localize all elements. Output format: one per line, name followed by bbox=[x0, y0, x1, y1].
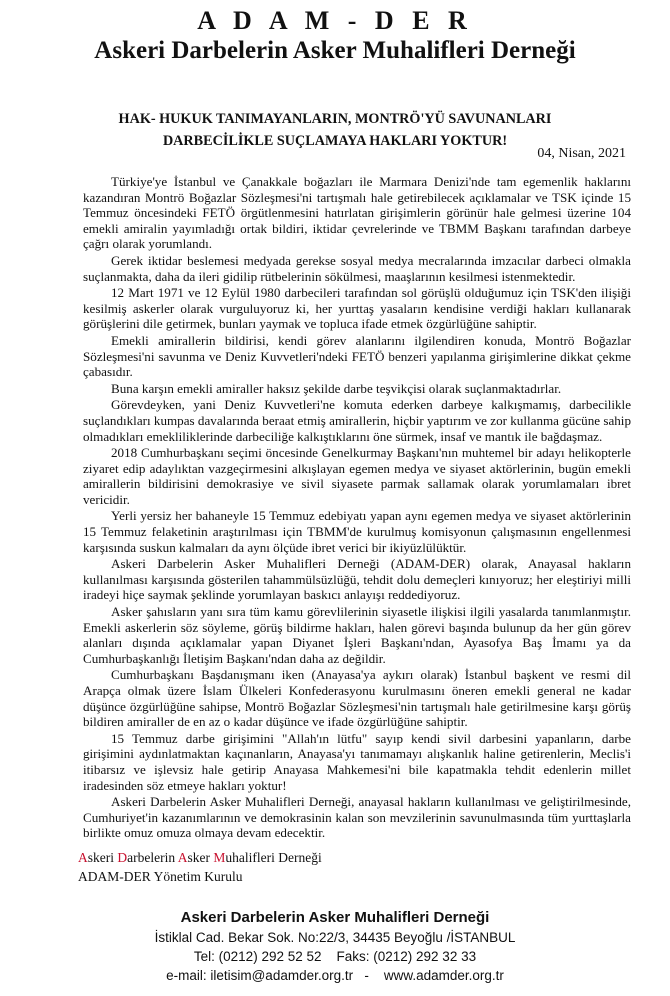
footer-contact: e-mail: iletisim@adamder.org.tr - www.adamder.org.tr bbox=[166, 968, 504, 983]
document-body bbox=[83, 174, 631, 842]
document-date: 04, Nisan, 2021 bbox=[537, 146, 626, 161]
signature-org-name bbox=[78, 848, 322, 867]
footer-org-name: Askeri Darbelerin Asker Muhalifleri Derneği bbox=[180, 909, 490, 926]
org-name: Askeri Darbelerin Asker Muhalifleri Derneği bbox=[94, 37, 576, 64]
headline-line-2: DARBECİLİKLE SUÇLAMAYA HAKLARI YOKTUR! bbox=[162, 133, 508, 149]
paragraph: Askeri Darbelerin Asker Muhalifleri Derneği, anayasal hakların kullanılması ve geliştirilmesinde, Cumhuriyet'in kazanımlarının ve demokrasinin kalan son mevzilerinin savunulmasında tüm yurttaşlarla birlikte omuz omuza olmaya devam edecektir. bbox=[83, 794, 631, 841]
footer bbox=[80, 907, 590, 985]
paragraph: Askeri Darbelerin Asker Muhalifleri Derneği (ADAM-DER) olarak, Anayasal hakların kullanılması karşısında gösterilen tahammülsüzlüğü, tehdit dolu demeçleri kınıyoruz; her eleştiriyi milli iradeyi hiçe saymak şeklinde yorumlayan baskıcı anlayışı reddediyoruz. bbox=[83, 556, 631, 603]
signature-org-part: A bbox=[78, 850, 88, 865]
org-acronym: A D A M - D E R bbox=[197, 6, 473, 35]
paragraph: 12 Mart 1971 ve 12 Eylül 1980 darbecileri tarafından sol görüşlü olduğumuz için TSK'den ilişiği kesilmiş askerler olarak vurguluyoruz ki, her yurttaş yasaların kendisine verdiği hakları kullanarak görüşlerini dile getirmek, bunları yaymak ve topluca ifade etmek özgürlüğüne sahiptir. bbox=[83, 285, 631, 332]
paragraph: 2018 Cumhurbaşkanı seçimi öncesinde Genelkurmay Başkanı'nın muhtemel bir adayı helikopterle ziyaret edip adaylıktan vazgeçirmesini alkışlayan egemen medya ve siyaset aktörlerinin, bugün emekli amirallerin bildirisini demokrasiye ve sivil siyasete parmak sallamak olarak yorumlamaları ibret vericidir. bbox=[83, 445, 631, 507]
signature-board: ADAM-DER Yönetim Kurulu bbox=[78, 869, 243, 884]
footer-address: İstiklal Cad. Bekar Sok. No:22/3, 34435 Beyoğlu /İSTANBUL bbox=[154, 930, 516, 945]
paragraph: Türkiye'ye İstanbul ve Çanakkale boğazları ile Marmara Denizi'nde tam egemenlik haklarını kazandıran Montrö Boğazlar Sözleşmesi'ni tartışmalı hale getirebilecek açıklamalar ve TSK içinde 15 Temmuz öncesindeki FETÖ örgütlenmesini hatırlatan girişimlerin görünür hale gelmesi üzerine 104 emekli amiralin yayımladığı ortak bildiri, iktidar çevrelerinde ve TBMM Başkanı tarafından darbeye çağrı olarak yorumlandı. bbox=[83, 174, 631, 252]
paragraph: Emekli amirallerin bildirisi, kendi görev alanlarını ilgilendiren konuda, Montrö Boğazlar Sözleşmesi'ni savunma ve Deniz Kuvvetleri'ndeki FETÖ benzeri yapılanma girişimlerine dikkat çekme çabasıdır. bbox=[83, 332, 631, 380]
signature-org-part: sker bbox=[187, 850, 214, 865]
signature-org-part: M bbox=[213, 850, 226, 865]
signature-block bbox=[78, 848, 322, 886]
signature-org-part: uhalifleri Derneği bbox=[225, 850, 322, 865]
signature-org-part: D bbox=[117, 850, 128, 865]
signature-org-part: A bbox=[177, 850, 188, 865]
paragraph: Cumhurbaşkanı Başdanışmanı iken (Anayasa'ya aykırı olarak) İstanbul başkent ve resmi dil Arapça olmak üzere İslam Ülkeleri Konfederasyonu kurulmasını öneren emekli general ne kadar düşünce özgürlüğüne sahipse, Montrö Boğazlar Sözleşmesi'nin tartışmalı hale getirilmesine karşı görüş bildiren amiraller de en az o kadar düşünce ve ifade özgürlüğüne sahiptir. bbox=[83, 667, 631, 730]
paragraph: Gerek iktidar beslemesi medyada gerekse sosyal medya mecralarında imzacılar darbeci olmakla suçlanmakta, daha da ileri gidilip rütbelerinin sökülmesi, maaşlarının kesilmesi istenmektedir. bbox=[83, 252, 631, 284]
paragraph: 15 Temmuz darbe girişimini "Allah'ın lütfu" sayıp kendi sivil darbesini yapanların, darbe girişimini aydınlatmaktan kaçınanların, Anayasa'yı tanımamayı alışkanlık haline getirenlerin, Meclis'i itibarsız ve işlevsiz hale getirip Anayasa Mahkemesi'ni bile kapatmakla tehdit edenlerin millet iradesinden söz etmeye hakları yoktur! bbox=[83, 730, 631, 793]
headline-line-1: HAK- HUKUK TANIMAYANLARIN, MONTRÖ'YÜ SAVUNANLARI bbox=[118, 111, 552, 127]
paragraph: Buna karşın emekli amiraller haksız şekilde darbe teşvikçisi olarak suçlanmaktadırlar. bbox=[111, 380, 562, 396]
paragraph: Asker şahısların yanı sıra tüm kamu görevlilerinin siyasetle ilişkisi ilgili yasalarda tanımlanmıştır. Emekli askerlerin söz söyleme, görüş bildirme hakları, halen görevi başında bulunup da her gün görev alanları dışında açıklamalar yapan Diyanet İşleri Başkanı'ndan, Ayasofya Baş İmamı ya da Cumhurbaşkanlığı İletişim Başkanı'ndan daha az değildir. bbox=[83, 604, 631, 666]
letterhead bbox=[0, 6, 670, 66]
paragraph: Yerli yersiz her bahaneyle 15 Temmuz edebiyatı yapan aynı egemen medya ve siyaset aktörlerinin 15 Temmuz felaketinin araştırılması için TBMM'de kurulmuş komisyonun çalışmasının engellenmesi karşısında suskun kalmaları da aynı ölçüde ibret verici bir ikiyüzlülüktür. bbox=[83, 508, 631, 555]
paragraph: Görevdeyken, yani Deniz Kuvvetleri'ne komuta ederken darbeye kalkışmamış, darbecilikle suçlandıkları kumpas davalarında beraat etmiş amirallerin, hiçbir yaptırım ve zor kullanma gücüne sahip olmadıkları emekliliklerinde darbeciliğe kalkıştıklarını öne sürmek, insaf ve mantık ile bağdaşmaz. bbox=[83, 397, 631, 444]
signature-org-part: skeri bbox=[87, 850, 118, 865]
signature-org-part: arbelerin bbox=[127, 850, 178, 865]
footer-phones: Tel: (0212) 292 52 52 Faks: (0212) 292 32 33 bbox=[193, 949, 477, 964]
